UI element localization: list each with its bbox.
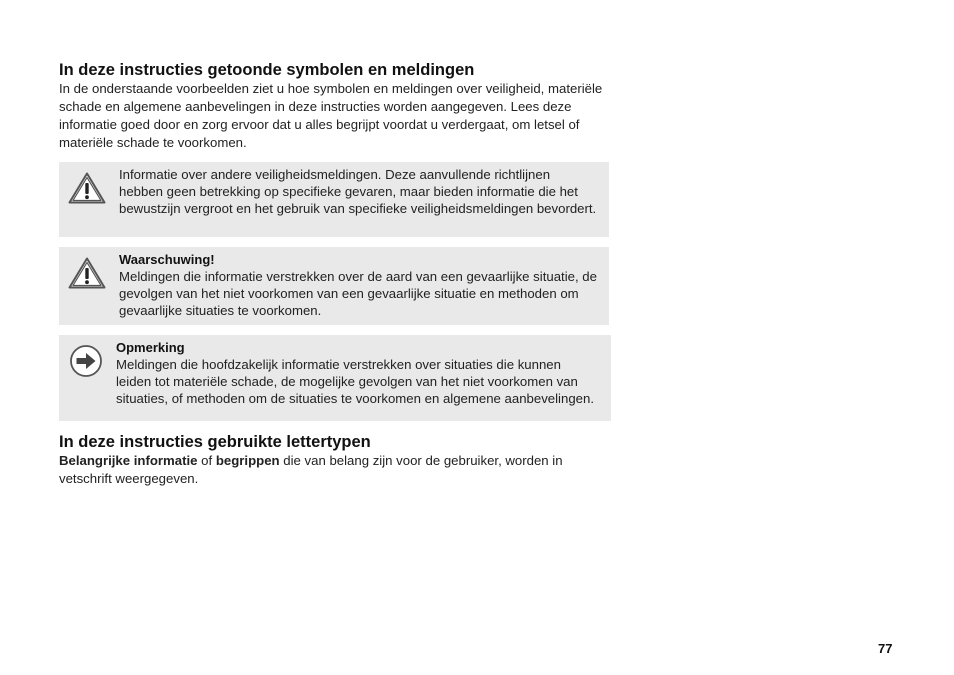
intro-paragraph: In de onderstaande voorbeelden ziet u hoe symbolen en meldingen over veiligheid, materiële schade en algemene aanbevelingen in deze instructies worden aangegeven. Lees deze informatie goed door en zorg ervoor dat u alles begrijpt voordat u verdergaat, om letsel of materiële schade te voorkomen. [59, 81, 603, 150]
fonts-paragraph [59, 452, 611, 488]
arrow-right-circle-icon [69, 344, 103, 383]
warning-triangle-icon [67, 171, 107, 210]
general-notice-text: Informatie over andere veiligheidsmeldingen. Deze aanvullende richtlijnen hebben geen betrekking op specifieke gevaren, maar bieden informatie die het bewustzijn vergroot en het gebruik van specifieke veiligheidsmeldingen bevordert. [119, 167, 597, 217]
notice-note [59, 335, 611, 421]
warning-triangle-icon [67, 256, 107, 295]
fonts-paragraph-rest: die van belang zijn voor de gebruiker, worden in vetschrift weergegeven. [59, 453, 563, 486]
warning-notice-title: Waarschuwing! [119, 252, 215, 267]
section-heading-symbols: In deze instructies getoonde symbolen en meldingen [59, 61, 475, 79]
connector-text: of [197, 453, 216, 468]
page-content [59, 60, 611, 488]
bold-term-concepts: begrippen [215, 453, 280, 468]
warning-notice-body [119, 251, 597, 320]
note-notice-title: Opmerking [116, 340, 185, 355]
note-notice-text: Meldingen die hoofdzakelijk informatie verstrekken over situaties die kunnen leiden tot materiële schade, de mogelijke gevolgen van het niet voorkomen van situaties, of methoden om de situaties te voorkomen en algemene aanbevelingen. [116, 357, 594, 407]
safety-notice-general [59, 162, 609, 237]
section-heading-fonts: In deze instructies gebruikte lettertypen [59, 433, 371, 451]
warning-notice-text: Meldingen die informatie verstrekken over de aard van een gevaarlijke situatie, de gevolgen van het niet voorkomen van een gevaarlijke situatie en methoden om gevaarlijke situaties te voorkomen. [119, 269, 597, 319]
note-notice-body [116, 339, 599, 408]
safety-notice-warning [59, 247, 609, 325]
page-number: 77 [878, 641, 893, 656]
bold-term-important: Belangrijke informatie [59, 453, 198, 468]
